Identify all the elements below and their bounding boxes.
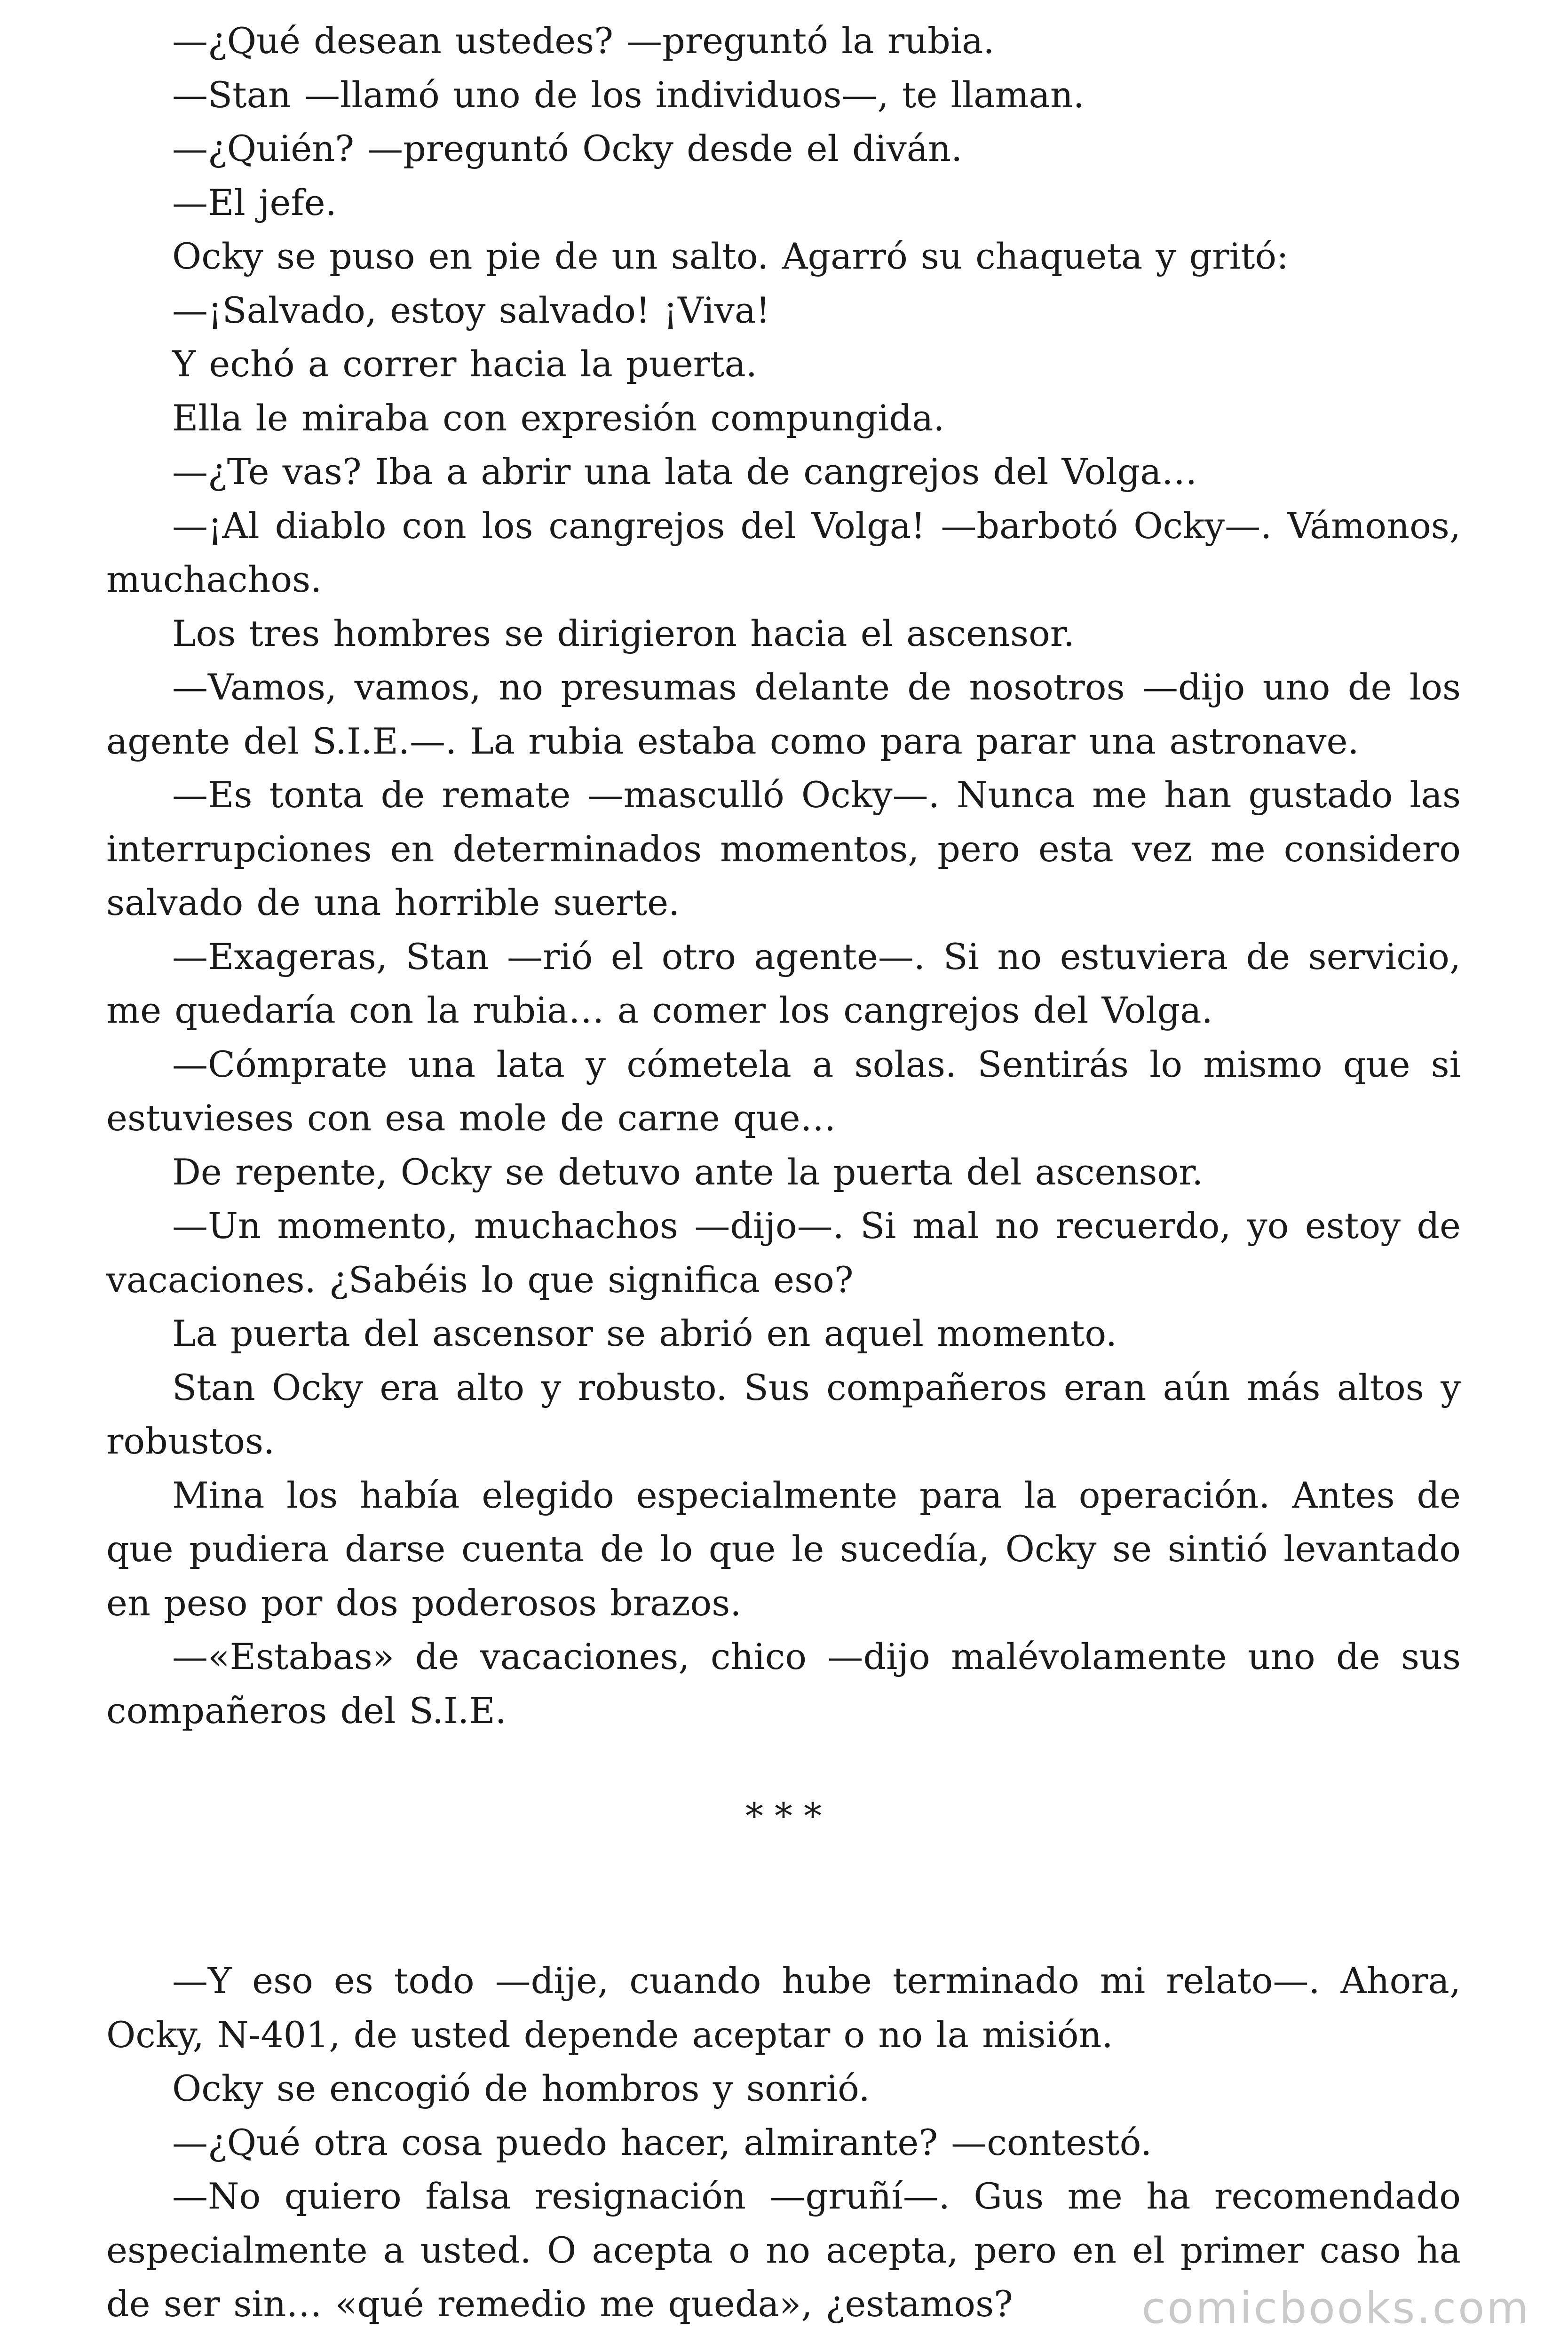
paragraph: —¿Qué otra cosa puedo hacer, almirante? —contestó. [172,2121,1152,2163]
paragraph: —¡Al diablo con los cangrejos del Volga! —barbotó Ocky—. Vámonos, muchachos. [106,504,1461,600]
paragraph: Ocky se puso en pie de un salto. Agarró su chaqueta y gritó: [172,235,1289,277]
paragraph: De repente, Ocky se detuvo ante la puerta del ascensor. [172,1151,1204,1193]
paragraph: —Stan —llamó uno de los individuos—, te llaman. [172,73,1085,116]
paragraph: Ocky se encogió de hombros y sonrió. [172,2067,870,2109]
paragraph: —No quiero falsa resignación —gruñí—. Gus me ha recomendado especialmente a usted. O acepta o no acepta, pero en el primer caso ha de ser sin… «qué remedio me queda», ¿estamos? [106,2175,1461,2325]
text-after-break [106,1954,1461,2331]
paragraph: —¿Qué desean ustedes? —preguntó la rubia. [172,20,995,62]
paragraph: —«Estabas» de vacaciones, chico —dijo malévolamente uno de sus compañeros del S.I.E. [106,1636,1461,1732]
section-break [106,1738,1461,1954]
paragraph: —Un momento, muchachos —dijo—. Si mal no recuerdo, yo estoy de vacaciones. ¿Sabéis lo que significa eso? [106,1205,1461,1301]
paragraph: Y echó a correr hacia la puerta. [172,343,757,385]
paragraph: Mina los había elegido especialmente para la operación. Antes de que pudiera darse cuenta de lo que le sucedía, Ocky se sintió levantado en peso por dos poderosos brazos. [106,1474,1461,1624]
paragraph: —¡Salvado, estoy salvado! ¡Viva! [172,289,770,331]
paragraph: —El jefe. [172,181,337,223]
book-page [106,14,1461,2331]
paragraph: —Cómprate una lata y cómetela a solas. Sentirás lo mismo que si estuvieses con esa mole de carne que… [106,1043,1461,1139]
paragraph: —Vamos, vamos, no presumas delante de nosotros —dijo uno de los agente del S.I.E.—. La rubia estaba como para parar una astronave. [106,666,1461,762]
paragraph: —Exageras, Stan —rió el otro agente—. Si no estuviera de servicio, me quedaría con la rubia… a comer los cangrejos del Volga. [106,935,1461,1031]
text-before-break [106,14,1461,1738]
paragraph: —¿Te vas? Iba a abrir una lata de cangrejos del Volga… [172,451,1197,493]
paragraph: —Es tonta de remate —masculló Ocky—. Nunca me han gustado las interrupciones en determinados momentos, pero esta vez me considero salvado de una horrible suerte. [106,774,1461,923]
paragraph: —Y eso es todo —dije, cuando hube terminado mi relato—. Ahora, Ocky, N-401, de usted depende aceptar o no la misión. [106,1960,1461,2056]
paragraph: —¿Quién? —preguntó Ocky desde el diván. [172,127,963,169]
paragraph: Ella le miraba con expresión compungida. [172,397,945,439]
watermark-text: comicbooks.com [1141,2283,1530,2333]
paragraph: La puerta del ascensor se abrió en aquel momento. [172,1312,1117,1354]
paragraph: Stan Ocky era alto y robusto. Sus compañeros eran aún más altos y robustos. [106,1366,1461,1462]
paragraph: Los tres hombres se dirigieron hacia el ascensor. [172,612,1075,654]
section-break-asterisks: * * * [745,1795,822,1837]
